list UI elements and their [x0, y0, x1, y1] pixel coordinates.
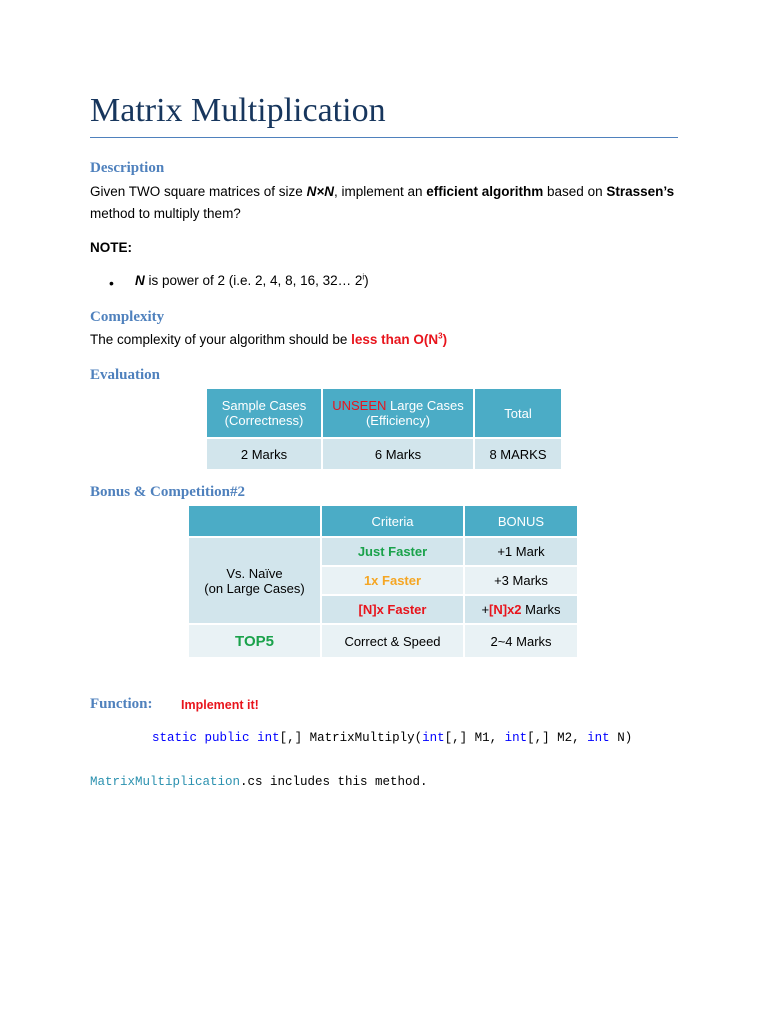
top5-cell — [188, 624, 321, 658]
criteria-cell: Correct & Speed — [321, 624, 464, 658]
bonus-suffix: Marks — [521, 602, 561, 617]
criteria-just-faster: Just Faster — [357, 544, 428, 559]
complexity-heading: Complexity — [90, 309, 165, 325]
bonus-cell: +1 Mark — [464, 537, 578, 566]
note-bullet — [135, 273, 369, 288]
superscript: 3 — [438, 331, 443, 341]
efficient-algorithm-term: efficient algorithm — [426, 184, 544, 199]
bonus-header-bonus: BONUS — [464, 505, 578, 537]
description-text — [90, 181, 674, 225]
eval-header-unseen — [322, 388, 474, 438]
evaluation-table — [205, 387, 563, 471]
description-text-part: , implement an — [333, 184, 427, 199]
header-text: (Efficiency) — [365, 413, 431, 428]
header-text: (Correctness) — [224, 413, 304, 428]
code-keyword: int — [257, 731, 280, 745]
description-text-part: based on — [543, 184, 607, 199]
header-text: Large Cases — [386, 398, 464, 413]
page-title: Matrix Multiplication — [90, 92, 386, 129]
code-text: [,] M2, — [527, 731, 588, 745]
method-signature — [152, 731, 632, 745]
eval-cell: 6 Marks — [322, 438, 474, 470]
evaluation-heading: Evaluation — [90, 367, 161, 383]
superscript: i — [362, 272, 365, 282]
bullet-icon: • — [109, 275, 114, 291]
eval-cell: 8 MARKS — [474, 438, 562, 470]
vs-naive-label: Vs. Naïve — [226, 565, 283, 581]
vs-naive-sublabel: (on Large Cases) — [204, 580, 305, 596]
note-bullet-close: ) — [364, 273, 369, 288]
criteria-1x-faster: 1x Faster — [363, 573, 422, 588]
complexity-highlight: less than O(N — [351, 332, 439, 347]
complexity-highlight-close: ) — [442, 332, 448, 347]
code-keyword: int — [504, 731, 528, 745]
header-unseen-text: UNSEEN — [332, 398, 387, 413]
bonus-heading: Bonus & Competition#2 — [90, 484, 246, 500]
note-bullet-text: is power of 2 (i.e. 2, 4, 8, 16, 32… 2 — [144, 273, 363, 288]
bonus-cell: +3 Marks — [464, 566, 578, 595]
bonus-table — [187, 504, 579, 659]
eval-cell: 2 Marks — [206, 438, 322, 470]
description-text-line2: method to multiply them? — [90, 206, 241, 221]
bonus-cell: 2~4 Marks — [464, 624, 578, 658]
file-note — [90, 775, 428, 789]
note-label: NOTE: — [90, 240, 132, 255]
bonus-header-empty — [188, 505, 321, 537]
header-text: Sample Cases — [221, 398, 307, 413]
function-heading: Function: — [90, 696, 153, 712]
implement-note: Implement it! — [181, 698, 259, 712]
code-keyword: static — [152, 731, 198, 745]
nxn-term: N×N — [306, 184, 334, 199]
bonus-cell — [464, 595, 578, 624]
title-divider — [90, 137, 678, 138]
top5-label: TOP5 — [235, 632, 274, 650]
code-text: N) — [609, 731, 633, 745]
vs-naive-cell — [188, 537, 321, 624]
complexity-text-part: The complexity of your algorithm should be — [90, 332, 352, 347]
complexity-text — [90, 329, 447, 351]
description-heading: Description — [90, 160, 165, 176]
code-text: [,] M1, — [444, 731, 505, 745]
bonus-prefix: + — [481, 602, 490, 617]
code-keyword: public — [204, 731, 250, 745]
n-term: N — [135, 273, 145, 288]
code-text: [,] MatrixMultiply( — [279, 731, 423, 745]
strassen-term: Strassen’s — [606, 184, 675, 199]
eval-header-sample — [206, 388, 322, 438]
code-keyword: int — [587, 731, 610, 745]
eval-header-total: Total — [474, 388, 562, 438]
criteria-cell — [321, 595, 464, 624]
bonus-multiplier: [N]x2 — [489, 602, 522, 617]
criteria-cell — [321, 537, 464, 566]
description-text-part: Given TWO square matrices of size — [90, 184, 307, 199]
criteria-cell — [321, 566, 464, 595]
bonus-header-criteria: Criteria — [321, 505, 464, 537]
code-keyword: int — [422, 731, 445, 745]
code-text: .cs includes this method. — [240, 775, 428, 789]
criteria-nx-faster: [N]x Faster — [358, 602, 427, 617]
code-type: MatrixMultiplication — [90, 775, 241, 789]
